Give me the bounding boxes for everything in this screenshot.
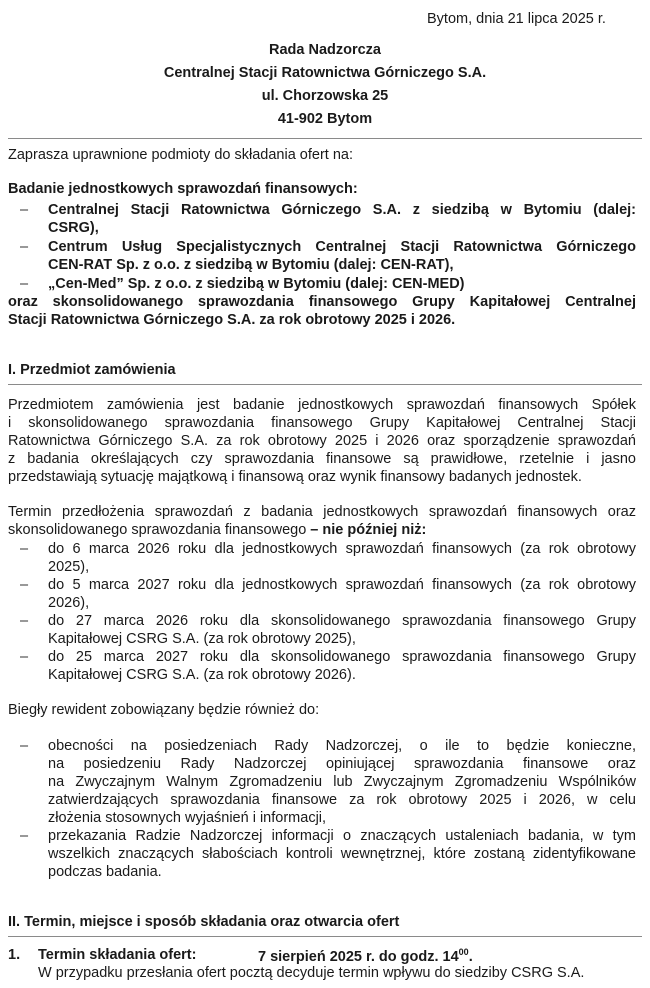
subject-item-2-line-2: CEN-RAT Sp. z o.o. z siedzibą w Bytomiu (dalej: CEN-RAT), [48, 257, 454, 273]
address-line-4: 41-902 Bytom [277, 111, 373, 127]
offer-deadline-minutes: 00 [458, 947, 469, 957]
deadline-1-line-2: 2025), [48, 559, 90, 575]
deadline-2-line-2: 2026), [48, 595, 90, 611]
list-dash: – [20, 828, 29, 844]
offer-deadline-note: W przypadku przesłania ofert pocztą decyduje termin wpływu do siedziby CSRG S.A. [38, 965, 585, 981]
subject-item-2-line-1: Centrum Usług Specjalistycznych Centralnej Stacji Ratownictwa Górniczego [48, 239, 636, 255]
offer-deadline-text: 7 sierpień 2025 r. do godz. 14 [258, 948, 459, 965]
divider-line [8, 936, 642, 937]
list-dash: – [20, 276, 29, 292]
duty-2-line-1: przekazania Radzie Nadzorczej informacji o znaczących ustaleniach badania, w tym [48, 828, 636, 844]
deadline-4-line-1: do 25 marca 2027 roku dla skonsolidowanego sprawozdania finansowego Grupy [48, 649, 636, 665]
offer-deadline-end: . [468, 948, 473, 965]
list-dash: – [20, 649, 29, 665]
subject-item-1-line-1: Centralnej Stacji Ratownictwa Górniczego S.A. z siedzibą w Bytomiu (dalej: [48, 202, 636, 218]
list-dash: – [20, 239, 29, 255]
duty-1-line-2: na posiedzeniu Rady Nadzorczej opiniującej sprawozdania finansowe oraz [48, 756, 636, 772]
subject-closing-line-1: oraz skonsolidowanego sprawozdania finansowego Grupy Kapitałowej Centralnej [8, 294, 636, 310]
section-1-para-1-line-4: z badania określających czy sprawozdania finansowe są prawidłowe, rzetelnie i jasno [8, 451, 636, 467]
intro-text: Zaprasza uprawnione podmioty do składania ofert na: [8, 147, 353, 163]
divider-line [8, 138, 642, 139]
list-dash: – [20, 738, 29, 754]
list-dash: – [20, 202, 29, 218]
duty-1-line-5: złożenia stosownych wyjaśnień i informacji, [48, 810, 327, 826]
auditor-intro: Biegły rewident zobowiązany będzie również do: [8, 702, 320, 718]
section-1-para-1-line-1: Przedmiotem zamówienia jest badanie jednostkowych sprawozdań finansowych Spółek [8, 397, 636, 413]
section-1-para-2-line-2 [8, 522, 426, 538]
section-1-para-1-line-5: przedstawiają sytuację majątkową i finansową oraz wynik finansowy badanych jednostek. [8, 469, 582, 485]
section-2-heading: II. Termin, miejsce i sposób składania oraz otwarcia ofert [8, 914, 400, 930]
address-line-2: Centralnej Stacji Ratownictwa Górniczego S.A. [163, 65, 487, 81]
section-1-para-2-bold: – nie później niż: [310, 522, 427, 538]
subject-title: Badanie jednostkowych sprawozdań finansowych: [8, 181, 358, 197]
address-line-1: Rada Nadzorcza [268, 42, 381, 58]
list-dash: – [20, 541, 29, 557]
duty-1-line-3: na Zwyczajnym Walnym Zgromadzeniu lub Zwyczajnym Zgromadzeniu Wspólników [48, 774, 636, 790]
deadline-4-line-2: Kapitałowej CSRG S.A. (za rok obrotowy 2026). [48, 667, 356, 683]
section-1-para-1-line-2: i skonsolidowanego sprawozdania finansowego Grupy Kapitałowej Centralnej Stacji [8, 415, 636, 431]
duty-2-line-2: wszelkich znaczących słabościach kontroli wewnętrznej, które zostaną zidentyfikowane [48, 846, 636, 862]
section-1-para-2-line-1: Termin przedłożenia sprawozdań z badania jednostkowych sprawozdań finansowych oraz [8, 504, 636, 520]
deadline-3-line-2: Kapitałowej CSRG S.A. (za rok obrotowy 2025), [48, 631, 356, 647]
subject-closing-line-2: Stacji Ratownictwa Górniczego S.A. za rok obrotowy 2025 i 2026. [8, 312, 456, 328]
divider-line [8, 384, 642, 385]
subject-item-1-line-2: CSRG), [48, 220, 99, 236]
section-1-para-2-text: skonsolidowanego sprawozdania finansowego [8, 522, 307, 538]
duty-1-line-4: zatwierdzających sprawozdania finansowe za rok obrotowy 2025 i 2026, w celu [48, 792, 636, 808]
deadline-2-line-1: do 5 marca 2027 roku dla jednostkowych sprawozdań finansowych (za rok obrotowy [48, 577, 636, 593]
section-1-heading: I. Przedmiot zamówienia [8, 362, 176, 378]
document-date: Bytom, dnia 21 lipca 2025 r. [427, 11, 606, 27]
offer-deadline-value [258, 947, 473, 965]
duty-2-line-3: podczas badania. [48, 864, 162, 880]
list-dash: – [20, 613, 29, 629]
address-line-3: ul. Chorzowska 25 [261, 88, 389, 104]
section-1-para-1-line-3: Ratownictwa Górniczego S.A. za rok obrotowy 2025 i 2026 oraz sporządzenie sprawozdań [8, 433, 636, 449]
duty-1-line-1: obecności na posiedzeniach Rady Nadzorczej, o ile to będzie konieczne, [48, 738, 636, 754]
section-2-item-number: 1. [8, 947, 21, 963]
list-dash: – [20, 577, 29, 593]
subject-item-3: „Cen-Med” Sp. z o.o. z siedzibą w Bytomiu (dalej: CEN-MED) [48, 276, 465, 292]
deadline-3-line-1: do 27 marca 2026 roku dla skonsolidowanego sprawozdania finansowego Grupy [48, 613, 636, 629]
offer-deadline-label: Termin składania ofert: [38, 947, 197, 963]
deadline-1-line-1: do 6 marca 2026 roku dla jednostkowych sprawozdań finansowych (za rok obrotowy [48, 541, 636, 557]
